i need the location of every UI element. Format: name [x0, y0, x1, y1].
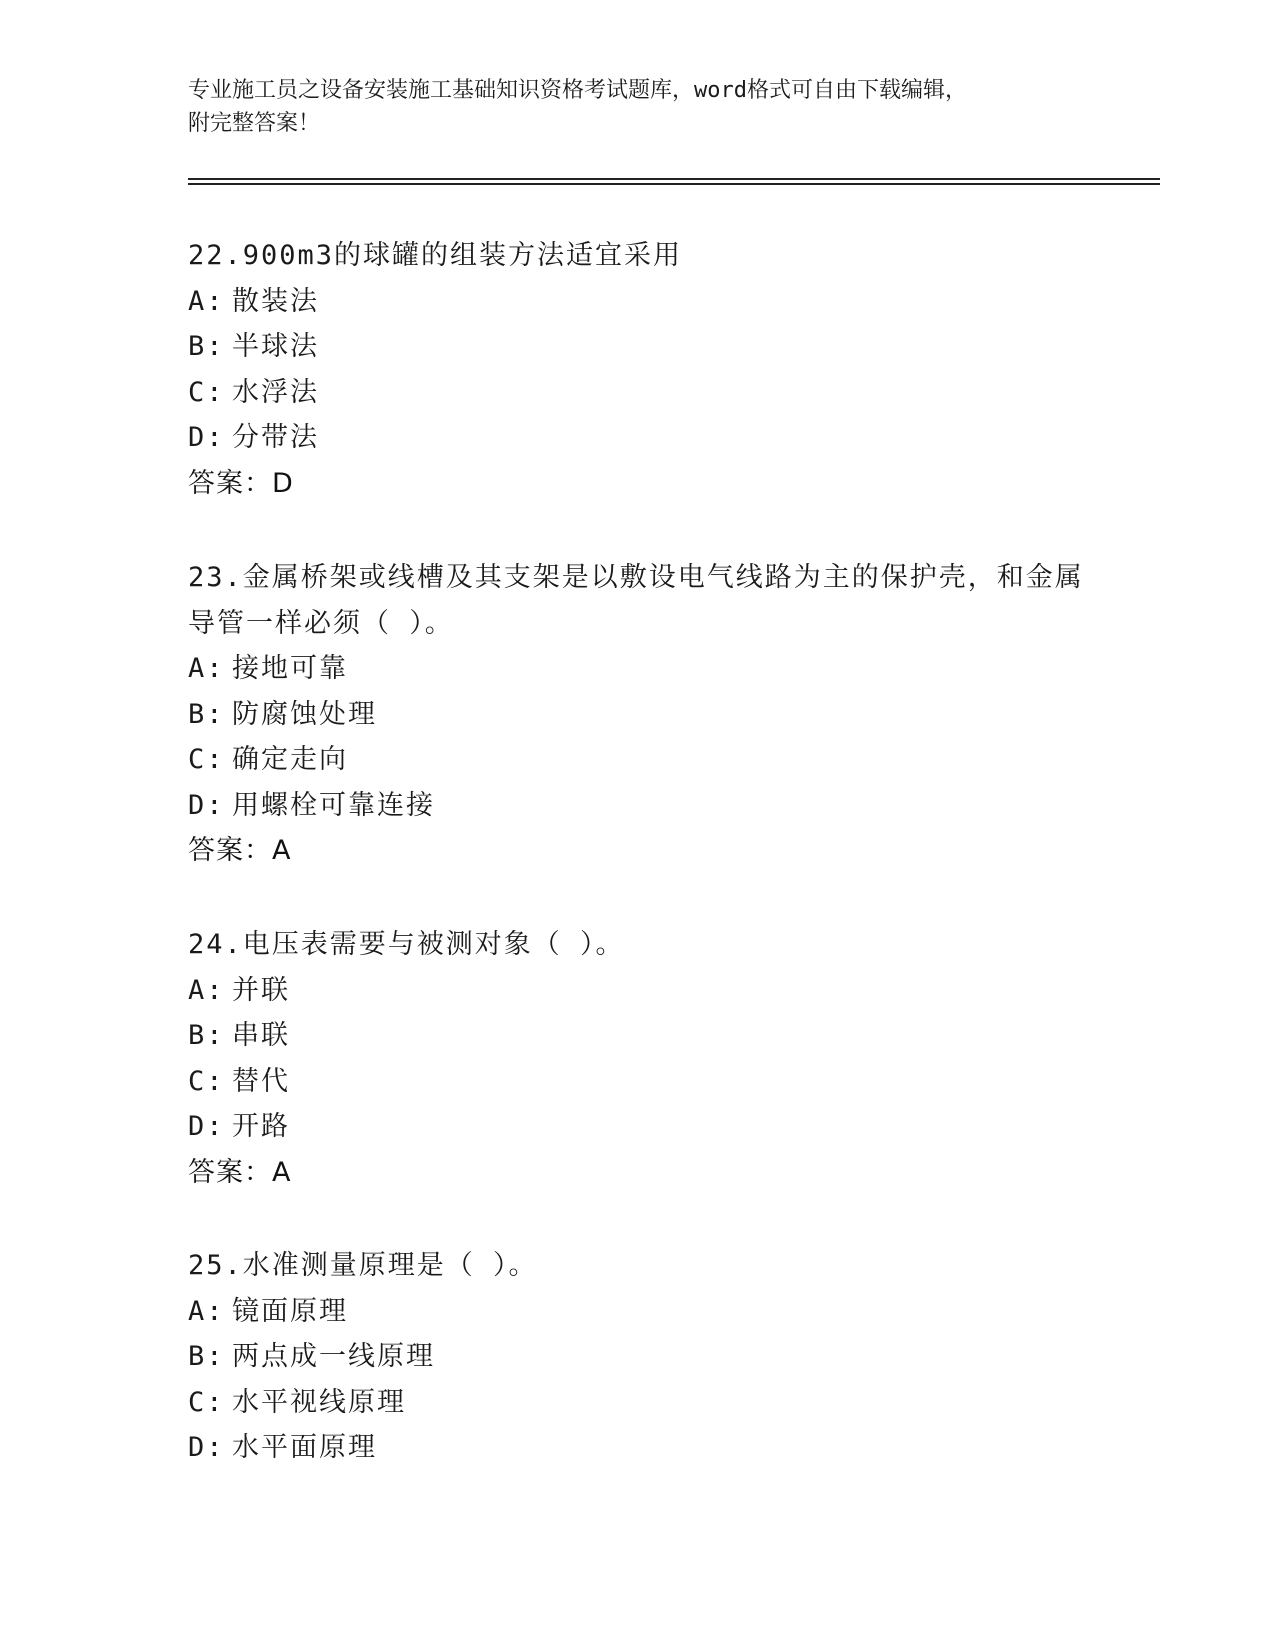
- option-text: 接地可靠: [232, 653, 348, 684]
- option-b: [188, 324, 1088, 370]
- option-a: [188, 1289, 1088, 1335]
- option-text: 防腐蚀处理: [232, 698, 377, 730]
- option-d: [188, 1425, 1088, 1471]
- option-letter: C:: [188, 376, 225, 408]
- option-letter: D:: [188, 789, 225, 821]
- question-24: [188, 922, 1088, 1195]
- option-text: 两点成一线原理: [232, 1341, 435, 1372]
- header-divider-top: [188, 178, 1160, 180]
- option-text: 散装法: [232, 285, 319, 317]
- option-letter: D:: [188, 1432, 225, 1463]
- option-a: [188, 279, 1088, 325]
- option-letter: B:: [188, 1020, 225, 1051]
- option-b: [188, 1334, 1088, 1380]
- answer-line: 答案：A: [188, 835, 292, 866]
- option-text: 水平视线原理: [232, 1386, 406, 1418]
- option-c: [188, 737, 1088, 783]
- option-text: 水浮法: [232, 376, 319, 408]
- answer-line: 答案：A: [188, 1156, 292, 1188]
- option-letter: A:: [188, 974, 225, 1006]
- option-c: [188, 1380, 1088, 1426]
- option-text: 半球法: [232, 331, 319, 362]
- option-letter: B:: [188, 1341, 225, 1372]
- option-letter: D:: [188, 1111, 225, 1142]
- option-letter: C:: [188, 1386, 225, 1418]
- option-text: 替代: [232, 1065, 290, 1097]
- option-text: 开路: [232, 1111, 290, 1142]
- option-letter: A:: [188, 653, 225, 684]
- option-letter: D:: [188, 422, 225, 453]
- option-d: [188, 783, 1088, 829]
- answer-line: 答案：D: [188, 467, 294, 499]
- option-text: 用螺栓可靠连接: [232, 789, 435, 821]
- option-d: [188, 415, 1088, 461]
- header-line-1: 专业施工员之设备安装施工基础知识资格考试题库，word格式可自由下载编辑，: [188, 78, 967, 103]
- option-letter: B:: [188, 331, 225, 362]
- option-text: 确定走向: [232, 744, 348, 775]
- option-text: 水平面原理: [232, 1432, 377, 1463]
- question-stem: 25.水准测量原理是（ ）。: [188, 1250, 538, 1281]
- document-header: [188, 74, 1088, 140]
- question-25: [188, 1243, 1088, 1471]
- option-a: [188, 646, 1088, 692]
- question-22: [188, 233, 1088, 506]
- option-letter: C:: [188, 744, 225, 775]
- question-stem: 24.电压表需要与被测对象（ ）。: [188, 929, 625, 960]
- header-divider-bottom: [188, 183, 1160, 185]
- option-letter: B:: [188, 698, 225, 730]
- option-text: 串联: [232, 1020, 290, 1051]
- option-text: 镜面原理: [232, 1295, 348, 1327]
- option-letter: C:: [188, 1065, 225, 1097]
- option-a: [188, 968, 1088, 1014]
- question-stem: 22.900m3的球罐的组装方法适宜采用: [188, 240, 683, 271]
- question-stem: 23.金属桥架或线槽及其支架是以敷设电气线路为主的保护壳，和金属导管一样必须（ ）。: [188, 562, 1084, 639]
- option-letter: A:: [188, 1295, 225, 1327]
- option-d: [188, 1104, 1088, 1150]
- option-c: [188, 370, 1088, 416]
- question-23: [188, 555, 1088, 874]
- option-text: 并联: [232, 974, 290, 1006]
- option-b: [188, 1013, 1088, 1059]
- option-c: [188, 1059, 1088, 1105]
- option-letter: A:: [188, 285, 225, 317]
- option-b: [188, 692, 1088, 738]
- header-line-2: 附完整答案！: [188, 111, 321, 136]
- option-text: 分带法: [232, 422, 319, 453]
